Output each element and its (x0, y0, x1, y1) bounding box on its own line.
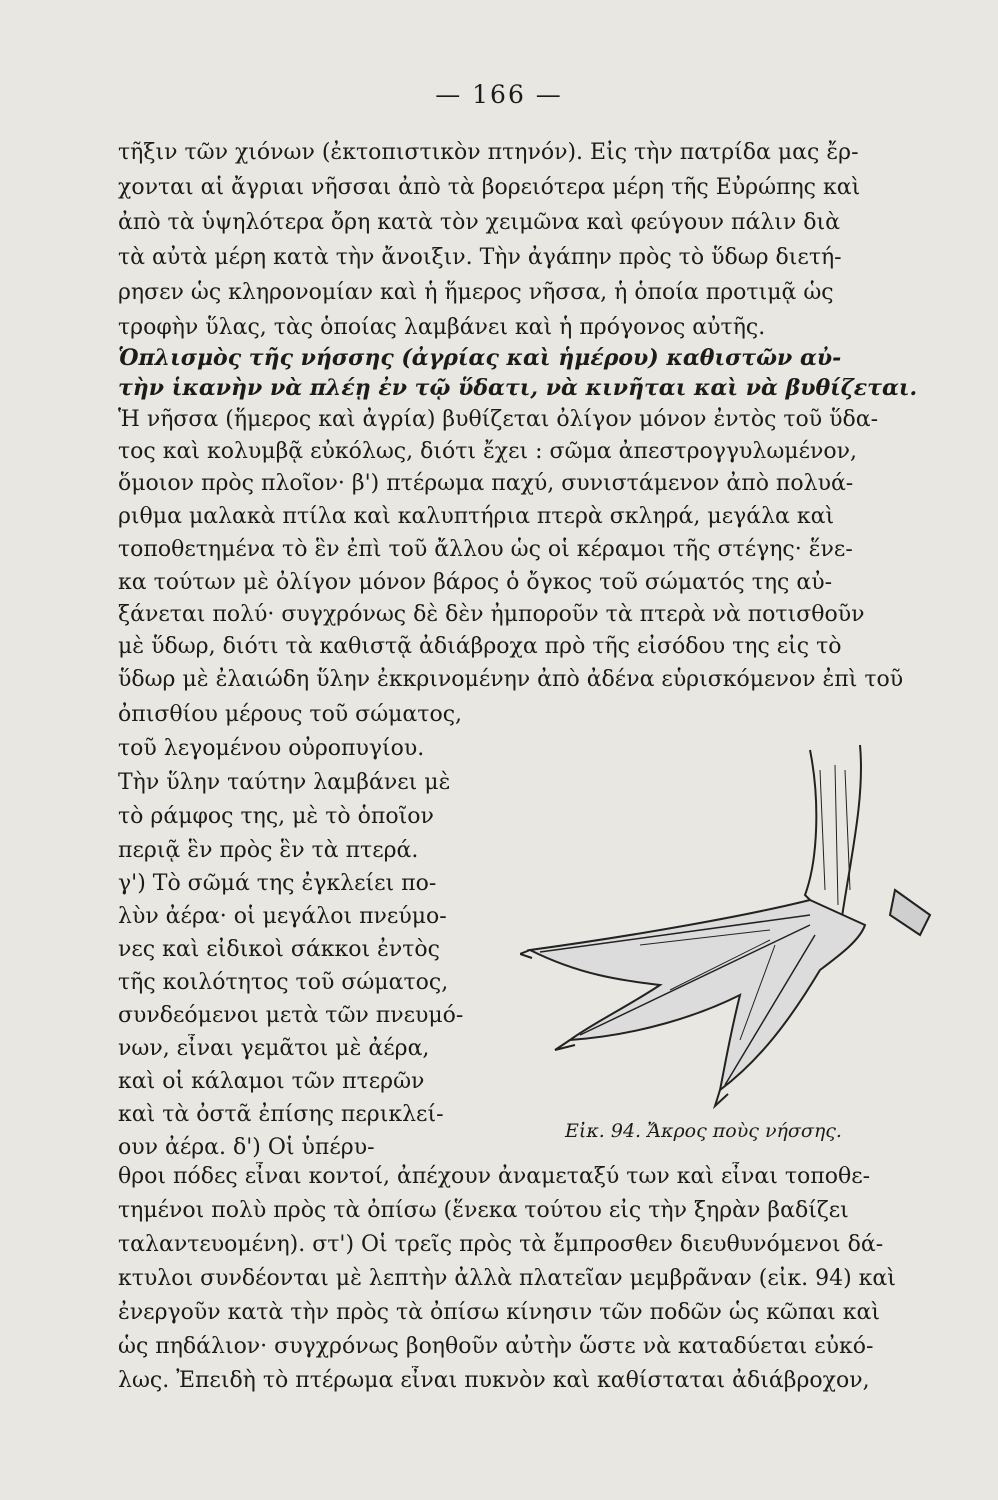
section-heading: τὴν ἱκανὴν νὰ πλέῃ ἐν τῷ ὕδατι, νὰ κινῆται καὶ νὰ βυθίζεται. (118, 375, 918, 401)
text-line: τῆξιν τῶν χιόνων (ἐκτοπιστικὸν πτηνόν). Εἰς τὴν πατρίδα μας ἔρ- (118, 140, 859, 165)
text-line: τροφὴν ὕλας, τὰς ὁποίας λαμβάνει καὶ ἡ πρόγονος αὐτῆς. (118, 315, 766, 340)
text-line: ταλαντευομένη). στ') Οἱ τρεῖς πρὸς τὰ ἔμπροσθεν διευθυνόμενοι δά- (118, 1232, 884, 1257)
text-line: τημένοι πολὺ πρὸς τὰ ὀπίσω (ἕνεκα τούτου εἰς τὴν ξηρὰν βαδίζει (118, 1198, 849, 1223)
text-line: ὕδωρ μὲ ἐλαιώδη ὕλην ἐκκρινομένην ἀπὸ ἀδένα εὑρισκόμενον ἐπὶ τοῦ (118, 667, 904, 692)
text-line: Τὴν ὕλην ταύτην λαμβάνει μὲ (118, 770, 451, 795)
text-line: ὀπισθίου μέρους τοῦ σώματος, (118, 702, 463, 727)
text-line: γ') Τὸ σῶμά της ἐγκλείει πο- (118, 871, 437, 896)
text-line: λὺν ἀέρα· οἱ μεγάλοι πνεύμο- (118, 904, 447, 929)
page-number: — 166 — (435, 80, 563, 109)
text-line: τῆς κοιλότητος τοῦ σώματος, (118, 970, 449, 995)
text-line: τὸ ράμφος της, μὲ τὸ ὁποῖον (118, 804, 434, 829)
text-line: ουν ἀέρα. δ') Οἱ ὑπέρυ- (118, 1135, 375, 1160)
text-line: νων, εἶναι γεμᾶτοι μὲ ἀέρα, (118, 1036, 430, 1061)
text-line: τὰ αὐτὰ μέρη κατὰ τὴν ἄνοιξιν. Τὴν ἀγάπην πρὸς τὸ ὕδωρ διετή- (118, 245, 842, 270)
text-line: κτυλοι συνδέονται μὲ λεπτὴν ἀλλὰ πλατεῖαν μεμβρᾶναν (εἰκ. 94) καὶ (118, 1266, 896, 1291)
text-line: μὲ ὕδωρ, διότι τὰ καθιστᾷ ἀδιάβροχα πρὸ τῆς εἰσόδου της εἰς τὸ (118, 634, 842, 659)
text-line: ριθμα μαλακὰ πτίλα καὶ καλυπτήρια πτερὰ σκληρά, μεγάλα καὶ (118, 504, 835, 529)
text-line: τοποθετημένα τὸ ἓν ἐπὶ τοῦ ἄλλου ὡς οἱ κέραμοι τῆς στέγης· ἕνε- (118, 537, 853, 562)
text-line: τος καὶ κολυμβᾷ εὐκόλως, διότι ἔχει : σῶμα ἀπεστρογγυλωμένον, (118, 439, 857, 464)
text-line: νες καὶ εἰδικοὶ σάκκοι ἐντὸς (118, 937, 440, 962)
text-line: ἐνεργοῦν κατὰ τὴν πρὸς τὰ ὀπίσω κίνησιν τῶν ποδῶν ὡς κῶπαι καὶ (118, 1300, 881, 1325)
text-line: ρησεν ὡς κληρονομίαν καὶ ἡ ἥμερος νῆσσα, ἡ ὁποία προτιμᾷ ὡς (118, 280, 834, 305)
text-line: ξάνεται πολύ· συγχρόνως δὲ δὲν ἠμποροῦν τὰ πτερὰ νὰ ποτισθοῦν (118, 602, 865, 627)
text-line: κα τούτων μὲ ὀλίγον μόνον βάρος ὁ ὄγκος τοῦ σώματός της αὐ- (118, 570, 833, 595)
text-line: ὅμοιον πρὸς πλοῖον· β') πτέρωμα παχύ, συνιστάμενον ἀπὸ πολυά- (118, 471, 854, 496)
text-line: λως. Ἐπειδὴ τὸ πτέρωμα εἶναι πυκνὸν καὶ καθίσταται ἀδιάβροχον, (118, 1368, 870, 1393)
text-line: θροι πόδες εἶναι κοντοί, ἀπέχουν ἀναμεταξύ των καὶ εἶναι τοποθε- (118, 1164, 871, 1189)
text-line: περιᾷ ἓν πρὸς ἓν τὰ πτερά. (118, 838, 419, 863)
text-line: ἀπὸ τὰ ὑψηλότερα ὄρη κατὰ τὸν χειμῶνα καὶ φεύγουν πάλιν διὰ (118, 210, 841, 235)
figure-caption: Εἰκ. 94. Ἄκρος ποὺς νήσσης. (565, 1120, 842, 1142)
text-line: χονται αἱ ἄγριαι νῆσσαι ἀπὸ τὰ βορειότερα μέρη τῆς Εὐρώπης καὶ (118, 175, 861, 200)
duck-foot-illustration (520, 740, 960, 1110)
text-line: τοῦ λεγομένου οὐροπυγίου. (118, 736, 425, 761)
text-line: Ἡ νῆσσα (ἥμερος καὶ ἀγρία) βυθίζεται ὀλίγον μόνον ἐντὸς τοῦ ὕδα- (118, 407, 879, 432)
text-line: ὡς πηδάλιον· συγχρόνως βοηθοῦν αὐτὴν ὥστε νὰ καταδύεται εὐκό- (118, 1334, 874, 1359)
text-line: καὶ τὰ ὀστᾶ ἐπίσης περικλεί- (118, 1102, 444, 1127)
text-line: καὶ οἱ κάλαμοι τῶν πτερῶν (118, 1069, 425, 1094)
section-heading: Ὁπλισμὸς τῆς νήσσης (ἀγρίας καὶ ἡμέρου) καθιστῶν αὐ- (118, 345, 842, 371)
text-line: συνδεόμενοι μετὰ τῶν πνευμό- (118, 1003, 464, 1028)
